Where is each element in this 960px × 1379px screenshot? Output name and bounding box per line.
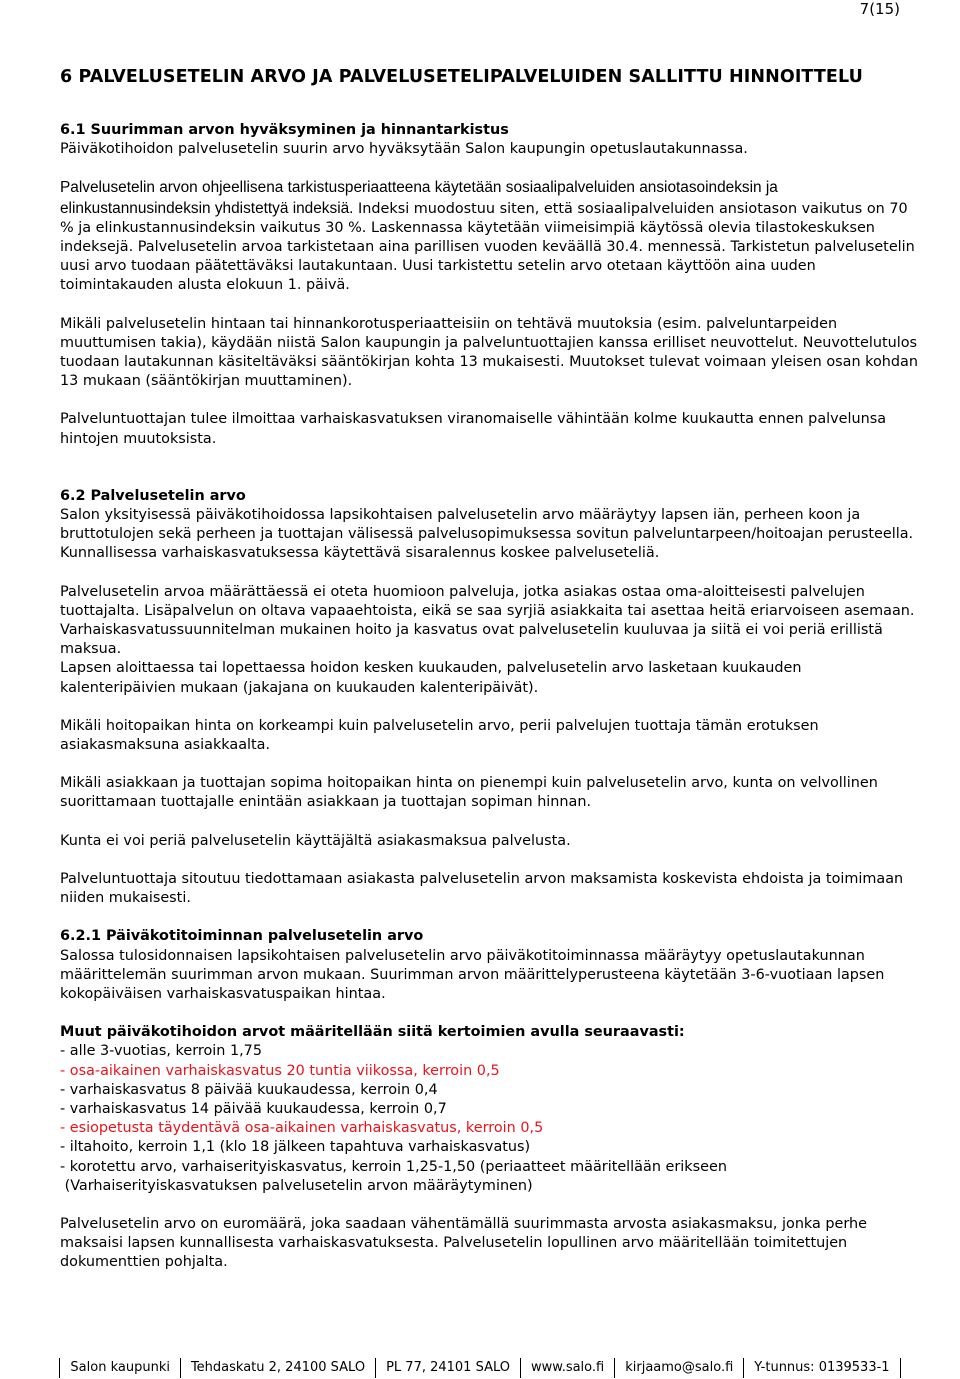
footer-email-link[interactable]: kirjaamo@salo.fi [614, 1358, 743, 1378]
chapter-title: 6 PALVELUSETELIN ARVO JA PALVELUSETELIPALVELUIDEN SALLITTU HINNOITTELU [60, 67, 863, 87]
paragraph: Päiväkotihoidon palvelusetelin suurin arvo hyväksytään Salon kaupungin opetuslautakunnassa. [60, 141, 748, 158]
paragraph: Mikäli palvelusetelin hintaan tai hinnankorotusperiaatteisiin on tehtävä muutoksia (esim. palveluntarpeiden muuttumisen takia), käydään niistä Salon kaupungin ja palveluntuottajien kanssa erilliset neuvottelut. Neuvottelutulos tuodaan lautakunnan käsiteltäväksi sääntökirjan kohta 13 mukaisesti. Muutokset tulevat voimaan yleisen osan kohdan 13 mukaan (sääntökirjan muuttaminen). [60, 315, 918, 390]
paragraph: Palveluntuottaja sitoutuu tiedottamaan asiakasta palvelusetelin arvon maksamista koskevista ehdoista ja toimimaan niiden mukaisesti. [60, 870, 904, 907]
section-6-2-heading: 6.2 Palvelusetelin arvo [60, 487, 246, 504]
footer-business-id: Y-tunnus: 0139533-1 [743, 1358, 900, 1378]
paragraph: Salon yksityisessä päiväkotihoidossa lapsikohtaisen palvelusetelin arvo määräytyy lapsen iän, perheen koon ja bruttotulojen sekä perheen ja tuottajan välisessä palvelusopimuksessa sovitun palveluntarpeen/hoitoajan perusteella. Kunnallisessa varhaiskasvatuksessa käytettävä sisaralennus koskee palveluseteliä. [60, 507, 914, 562]
document-body [60, 63, 920, 1273]
list-item: - alle 3-vuotias, kerroin 1,75 [60, 1043, 262, 1060]
paragraph: Palveluntuottajan tulee ilmoittaa varhaiskasvatuksen viranomaiselle vähintään kolme kuukautta ennen palvelunsa hintojen muutoksista. [60, 411, 887, 447]
page-number: 7(15) [859, 0, 900, 18]
paragraph: Mikäli hoitopaikan hinta on korkeampi kuin palvelusetelin arvo, perii palvelujen tuottaja tämän erotuksen asiakasmaksuna asiakkaalta. [60, 717, 819, 754]
list-item: - korotettu arvo, varhaiserityiskasvatus, kerroin 1,25-1,50 (periaatteet määritellään erikseen [60, 1158, 727, 1175]
footer-street-address: Tehdaskatu 2, 24100 SALO [180, 1358, 375, 1378]
section-6-1-heading: 6.1 Suurimman arvon hyväksyminen ja hinnantarkistus [60, 122, 509, 138]
footer-website-link[interactable]: www.salo.fi [520, 1358, 614, 1378]
coefficient-list [60, 1042, 920, 1196]
paragraph: Salossa tulosidonnaisen lapsikohtaisen palvelusetelin arvo päiväkotitoiminnassa määräytyy opetuslautakunnan määrittelemän suurimman arvon mukaan. Suurimman arvon määrittelyperusteena käytetään 3-6-vuotiaan lapsen kokopäiväisen varhaiskasvatuspaikan hintaa. [60, 947, 885, 1002]
paragraph: Mikäli asiakkaan ja tuottajan sopima hoitopaikan hinta on pienempi kuin palvelusetelin arvo, kunta on velvollinen suorittamaan tuottajalle enintään asiakkaan ja tuottajan sopiman hinnan. [60, 775, 878, 811]
paragraph: Palvelusetelin arvoa määrättäessä ei oteta huomioon palveluja, jotka asiakas ostaa oma-aloitteisesti palvelujen tuottajalta. Lisäpalvelun on oltava vapaaehtoista, eikä se saa syrjiä asiakkaita tai asettaa heitä eriarvoiseen asemaan. Varhaiskasvatussuunnitelman mukainen hoito ja kasvatus ovat palvelusetelin kuuluvaa ja siitä ei voi periä erillistä maksua. [60, 583, 915, 658]
list-item: - osa-aikainen varhaiskasvatus 20 tuntia viikossa, kerroin 0,5 [60, 1062, 500, 1079]
section-6-2-1-heading: 6.2.1 Päiväkotitoiminnan palvelusetelin arvo [60, 928, 424, 945]
list-item: (Varhaiserityiskasvatuksen palvelusetelin arvon määräytyminen) [60, 1177, 533, 1194]
list-item: - iltahoito, kerroin 1,1 (klo 18 jälkeen tapahtuva varhaiskasvatus) [60, 1139, 531, 1156]
footer [0, 1358, 960, 1378]
paragraph: Kunta ei voi periä palvelusetelin käyttäjältä asiakasmaksua palvelusta. [60, 832, 571, 849]
list-item: - esiopetusta täydentävä osa-aikainen varhaiskasvatus, kerroin 0,5 [60, 1120, 544, 1137]
text: Indeksi muodostuu siten, että sosiaalipalveluiden ansiotason vaikutus on 70 % ja elinkustannusindeksin vaikutus 30 %. Laskennassa käytetään viimeisimpiä käytössä olevia tilastokeskuksen indeksejä. Palvelusetelin arvoa tarkistetaan aina parillisen vuoden keväällä 30.4. mennessä. Tarkistetun palvelusetelin uusi arvo tuodaan päätettäväksi lautakuntaan. Uusi tarkistettu setelin arvo otetaan käyttöön aina uuden toimintakauden alusta elokuun 1. päivä. [60, 200, 915, 294]
list-item: - varhaiskasvatus 14 päivää kuukaudessa, kerroin 0,7 [60, 1100, 447, 1117]
list-item: - varhaiskasvatus 8 päivää kuukaudessa, kerroin 0,4 [60, 1081, 438, 1098]
paragraph: Lapsen aloittaessa tai lopettaessa hoidon kesken kuukauden, palvelusetelin arvo lasketaan kuukauden kalenteripäivien mukaan (jakajana on kuukauden kalenteripäivät). [60, 660, 802, 696]
sans-text: Palvelusetelin arvon ohjeellisena tarkistusperiaatteena käytetään sosiaalipalveluiden ansiotasoindeksin ja elinkustannusindeksin yhdistettyä indeksiä. [60, 179, 778, 217]
paragraph [60, 178, 920, 295]
list-heading: Muut päiväkotihoidon arvot määritellään siitä kertoimien avulla seuraavasti: [60, 1024, 685, 1041]
footer-postal-address: PL 77, 24101 SALO [375, 1358, 520, 1378]
paragraph: Palvelusetelin arvo on euromäärä, joka saadaan vähentämällä suurimmasta arvosta asiakasmaksu, jonka perhe maksaisi lapsen kunnallisesta varhaiskasvatuksesta. Palvelusetelin lopullinen arvo määritellään toimitettujen dokumenttien pohjalta. [60, 1215, 868, 1271]
footer-organization: Salon kaupunki [59, 1358, 180, 1378]
